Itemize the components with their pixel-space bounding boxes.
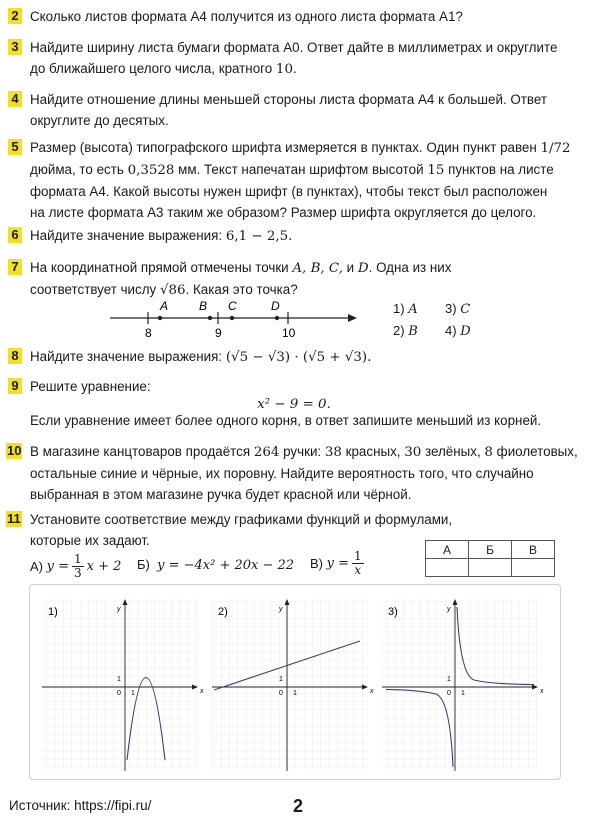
answer-table bbox=[425, 540, 555, 577]
svg-text:0: 0 bbox=[117, 690, 121, 697]
graph-2 bbox=[212, 599, 374, 771]
number-line bbox=[105, 296, 365, 340]
text-line: дюйма, то есть 0,3528 мм. Текст напечатан шрифтом высотой 15 пунктов на листе bbox=[30, 162, 554, 178]
svg-text:1: 1 bbox=[293, 690, 297, 697]
point-b bbox=[208, 316, 212, 320]
point-c bbox=[230, 316, 234, 320]
svg-text:1: 1 bbox=[279, 676, 283, 683]
task-number: 4 bbox=[8, 91, 22, 107]
text-line: до ближайшего целого числа, кратного 10. bbox=[30, 61, 297, 77]
task-text bbox=[30, 37, 598, 80]
svg-text:x: x bbox=[200, 688, 204, 695]
answer-cell[interactable] bbox=[469, 559, 512, 577]
svg-text:y: y bbox=[447, 606, 451, 613]
task-text bbox=[30, 441, 598, 505]
table-header: Б bbox=[469, 541, 512, 559]
text-line: На координатной прямой отмечены точки A, B, C, и D. Одна из них bbox=[30, 260, 452, 276]
task-number: 11 bbox=[7, 511, 21, 526]
svg-text:1: 1 bbox=[447, 676, 451, 683]
svg-text:y: y bbox=[117, 606, 121, 613]
svg-text:x: x bbox=[370, 688, 374, 695]
table-header: В bbox=[512, 541, 555, 559]
text-line: выбранная в этом магазине ручка будет красной или чёрной. bbox=[30, 487, 412, 502]
task-text: Найдите значение выражения: (√5 − √3) · (√5 + √3). bbox=[30, 349, 372, 365]
task-text bbox=[30, 89, 598, 131]
task-number: 2 bbox=[8, 8, 22, 24]
text-line: Если уравнение имеет более одного корня, в ответ запишите меньший из корней. bbox=[30, 413, 542, 428]
text-line: Размер (высота) типографского шрифта измеряется в пунктах. Один пункт равен 1/72 bbox=[30, 140, 571, 156]
expression: (√5 − √3) · (√5 + √3). bbox=[225, 350, 372, 365]
tick-label: 9 bbox=[215, 326, 222, 340]
svg-text:1: 1 bbox=[461, 690, 465, 697]
equation: x² − 9 = 0. bbox=[257, 397, 331, 412]
task-text bbox=[30, 137, 598, 223]
text-line: В магазине канцтоваров продаётся 264 ручки: 38 красных, 30 зелёных, 8 фиолетовых, bbox=[30, 444, 578, 460]
task-text: Найдите значение выражения: 6,1 − 2,5. bbox=[30, 228, 293, 244]
point-label: C bbox=[228, 299, 237, 313]
graphs-svg bbox=[30, 585, 560, 779]
formula-b: Б) y = −4x² + 20x − 22 bbox=[137, 557, 295, 573]
point-a bbox=[158, 316, 162, 320]
text-line: Решите уравнение: bbox=[30, 379, 151, 394]
graph-3 bbox=[382, 599, 544, 771]
text-line: остальные синие и чёрные, их поровну. Найдите вероятность того, что случайно bbox=[30, 466, 534, 481]
task-number: 9 bbox=[8, 378, 22, 394]
text-line: Найдите отношение длины меньшей стороны листа формата А4 к большей. Ответ bbox=[30, 92, 548, 107]
source-text: Источник: https://fipi.ru/ bbox=[9, 798, 152, 813]
point-label: B bbox=[199, 299, 208, 313]
page-number: 2 bbox=[293, 796, 304, 816]
task-9 bbox=[8, 376, 598, 436]
answer-cell[interactable] bbox=[512, 559, 555, 577]
text-line: которые их задают. bbox=[30, 533, 150, 548]
graph-label: 2) bbox=[218, 606, 228, 618]
text-line: Установите соответствие между графиками функций и формулами, bbox=[30, 512, 453, 527]
svg-text:1: 1 bbox=[117, 676, 121, 683]
text-line: соответствует числу √86. Какая это точка? bbox=[30, 282, 298, 298]
graphs-panel bbox=[29, 584, 561, 780]
task-number: 5 bbox=[8, 139, 22, 155]
svg-text:0: 0 bbox=[447, 690, 451, 697]
point-label: D bbox=[271, 299, 280, 313]
svg-text:0: 0 bbox=[279, 690, 283, 697]
answer-cell[interactable] bbox=[426, 559, 469, 577]
formula-a: А) y = $\frac{1}{3}$ x + 2 bbox=[30, 552, 122, 580]
point-d bbox=[275, 316, 279, 320]
formula-c: В) y = $\frac{1}{x}$ bbox=[310, 549, 362, 577]
text-line: на листе формата А3 таким же образом? Размер шрифта округляется до целого. bbox=[30, 205, 537, 220]
tick-label: 8 bbox=[145, 326, 152, 340]
table-header: А bbox=[426, 541, 469, 559]
graph-label: 3) bbox=[388, 606, 398, 618]
tick-label: 10 bbox=[282, 326, 296, 340]
svg-text:y: y bbox=[279, 606, 283, 613]
text-line: Найдите ширину листа бумаги формата А0. Ответ дайте в миллиметрах и округлите bbox=[30, 40, 558, 55]
point-label: A bbox=[160, 299, 169, 313]
svg-text:x: x bbox=[540, 688, 544, 695]
graph-label: 1) bbox=[48, 606, 58, 618]
svg-text:1: 1 bbox=[131, 690, 135, 697]
task-number: 8 bbox=[8, 348, 22, 364]
text-line: округлите до десятых. bbox=[30, 113, 169, 128]
text-line: формата А4. Какой высоты нужен шрифт (в пунктах), чтобы текст был расположен bbox=[30, 184, 548, 199]
task-number: 6 bbox=[8, 227, 22, 243]
task-number: 7 bbox=[8, 259, 22, 275]
graph-1 bbox=[42, 599, 204, 771]
task-text: Сколько листов формата А4 получится из одного листа формата А1? bbox=[30, 9, 463, 24]
task-text bbox=[30, 376, 598, 438]
answer-options: 1) A 3) C 2) B 4) D bbox=[393, 301, 471, 339]
expression: 6,1 − 2,5. bbox=[225, 229, 293, 244]
task-number: 3 bbox=[8, 39, 22, 55]
task-number: 10 bbox=[7, 443, 22, 458]
task-text bbox=[30, 257, 598, 301]
